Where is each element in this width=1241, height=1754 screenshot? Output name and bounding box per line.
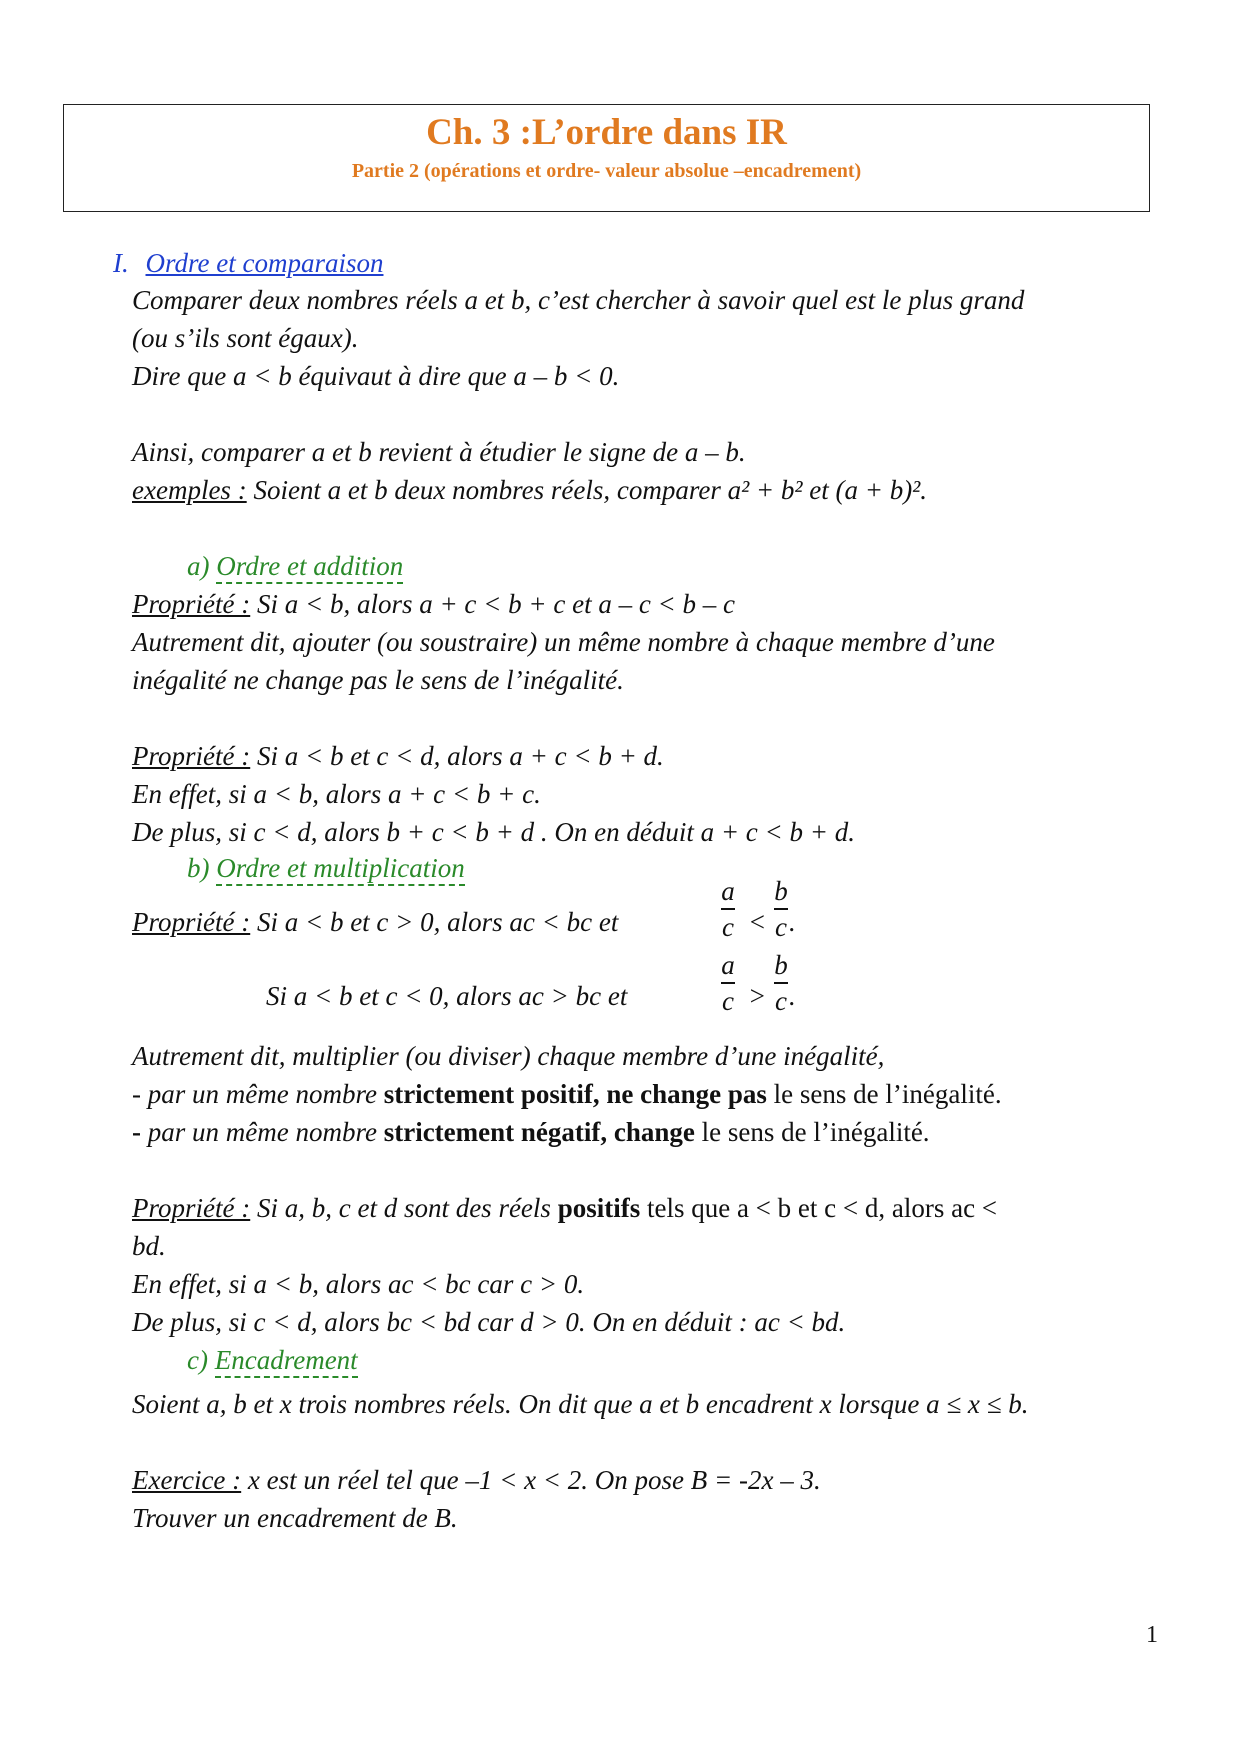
paragraph-line: Autrement dit, multiplier (ou diviser) chaque membre d’une inégalité, bbox=[132, 1041, 885, 1071]
paragraph-line: En effet, si a < b, alors a + c < b + c. bbox=[132, 779, 541, 809]
paragraph-line: En effet, si a < b, alors ac < bc car c > 0. bbox=[132, 1269, 585, 1299]
property-line: Propriété : Si a, b, c et d sont des réels positifs tels que a < b et c < d, alors ac < bbox=[132, 1193, 998, 1223]
paragraph-line: Comparer deux nombres réels a et b, c’est chercher à savoir quel est le plus grand bbox=[132, 285, 1025, 315]
paragraph-line: De plus, si c < d, alors bc < bd car d > 0. On en déduit : ac < bd. bbox=[132, 1307, 846, 1337]
paragraph-line: (ou s’ils sont égaux). bbox=[132, 323, 359, 353]
property-line: Propriété : Si a < b et c < d, alors a + c < b + d. bbox=[132, 741, 664, 771]
paragraph-line: Dire que a < b équivaut à dire que a – b < 0. bbox=[132, 361, 620, 391]
relation-symbol: < bbox=[748, 907, 767, 937]
example-label: exemples : bbox=[132, 475, 247, 505]
property-line: Si a < b et c < 0, alors ac > bc et bbox=[266, 981, 628, 1011]
period: . bbox=[789, 907, 796, 937]
fraction-a-over-c: a c bbox=[721, 876, 735, 942]
title-box bbox=[63, 104, 1150, 212]
property-label: Propriété : bbox=[132, 1193, 251, 1223]
fraction-b-over-c: b c bbox=[774, 950, 788, 1016]
section-title: Ordre et comparaison bbox=[145, 248, 384, 278]
list-item: - par un même nombre strictement négatif, change le sens de l’inégalité. bbox=[132, 1117, 930, 1147]
subsection-a-heading: a) Ordre et addition bbox=[187, 550, 403, 582]
paragraph-line: bd. bbox=[132, 1231, 166, 1261]
relation-symbol: > bbox=[748, 981, 767, 1011]
fraction-b-over-c: b c bbox=[774, 876, 788, 942]
paragraph-line: Trouver un encadrement de B. bbox=[132, 1503, 458, 1533]
property-line: Propriété : Si a < b et c > 0, alors ac < bc et bbox=[132, 907, 619, 937]
paragraph-line: Soient a, b et x trois nombres réels. On dit que a et b encadrent x lorsque a ≤ x ≤ b. bbox=[132, 1389, 1029, 1419]
page-number: 1 bbox=[1146, 1622, 1158, 1648]
property-label: Propriété : bbox=[132, 589, 251, 619]
page-subtitle: Partie 2 (opérations et ordre- valeur absolue –encadrement) bbox=[351, 160, 862, 182]
example-line: exemples : Soient a et b deux nombres réels, comparer a² + b² et (a + b)². bbox=[132, 475, 928, 505]
paragraph-line: inégalité ne change pas le sens de l’inégalité. bbox=[132, 665, 624, 695]
subsection-c-heading: c) Encadrement bbox=[187, 1344, 358, 1376]
property-label: Propriété : bbox=[132, 907, 251, 937]
paragraph-line: Autrement dit, ajouter (ou soustraire) un même nombre à chaque membre d’une bbox=[132, 627, 995, 657]
exercise-line: Exercice : x est un réel tel que –1 < x < 2. On pose B = -2x – 3. bbox=[132, 1465, 821, 1495]
section-heading bbox=[113, 247, 383, 279]
property-line: Propriété : Si a < b, alors a + c < b + c et a – c < b – c bbox=[132, 589, 736, 619]
paragraph-line: Ainsi, comparer a et b revient à étudier le signe de a – b. bbox=[132, 437, 746, 467]
subsection-c-title: Encadrement bbox=[215, 1345, 358, 1378]
exercise-label: Exercice : bbox=[132, 1465, 242, 1495]
page-title: Ch. 3 :L’ordre dans IR bbox=[426, 112, 787, 153]
period: . bbox=[789, 981, 796, 1011]
fraction-a-over-c: a c bbox=[721, 950, 735, 1016]
section-number: I. bbox=[113, 248, 129, 278]
subsection-a-title: Ordre et addition bbox=[216, 551, 403, 584]
subsection-b-heading: b) Ordre et multiplication bbox=[187, 852, 465, 884]
list-item: - par un même nombre strictement positif, ne change pas le sens de l’inégalité. bbox=[132, 1079, 1002, 1109]
paragraph-line: De plus, si c < d, alors b + c < b + d . On en déduit a + c < b + d. bbox=[132, 817, 855, 847]
subsection-b-title: Ordre et multiplication bbox=[216, 853, 464, 886]
property-label: Propriété : bbox=[132, 741, 251, 771]
